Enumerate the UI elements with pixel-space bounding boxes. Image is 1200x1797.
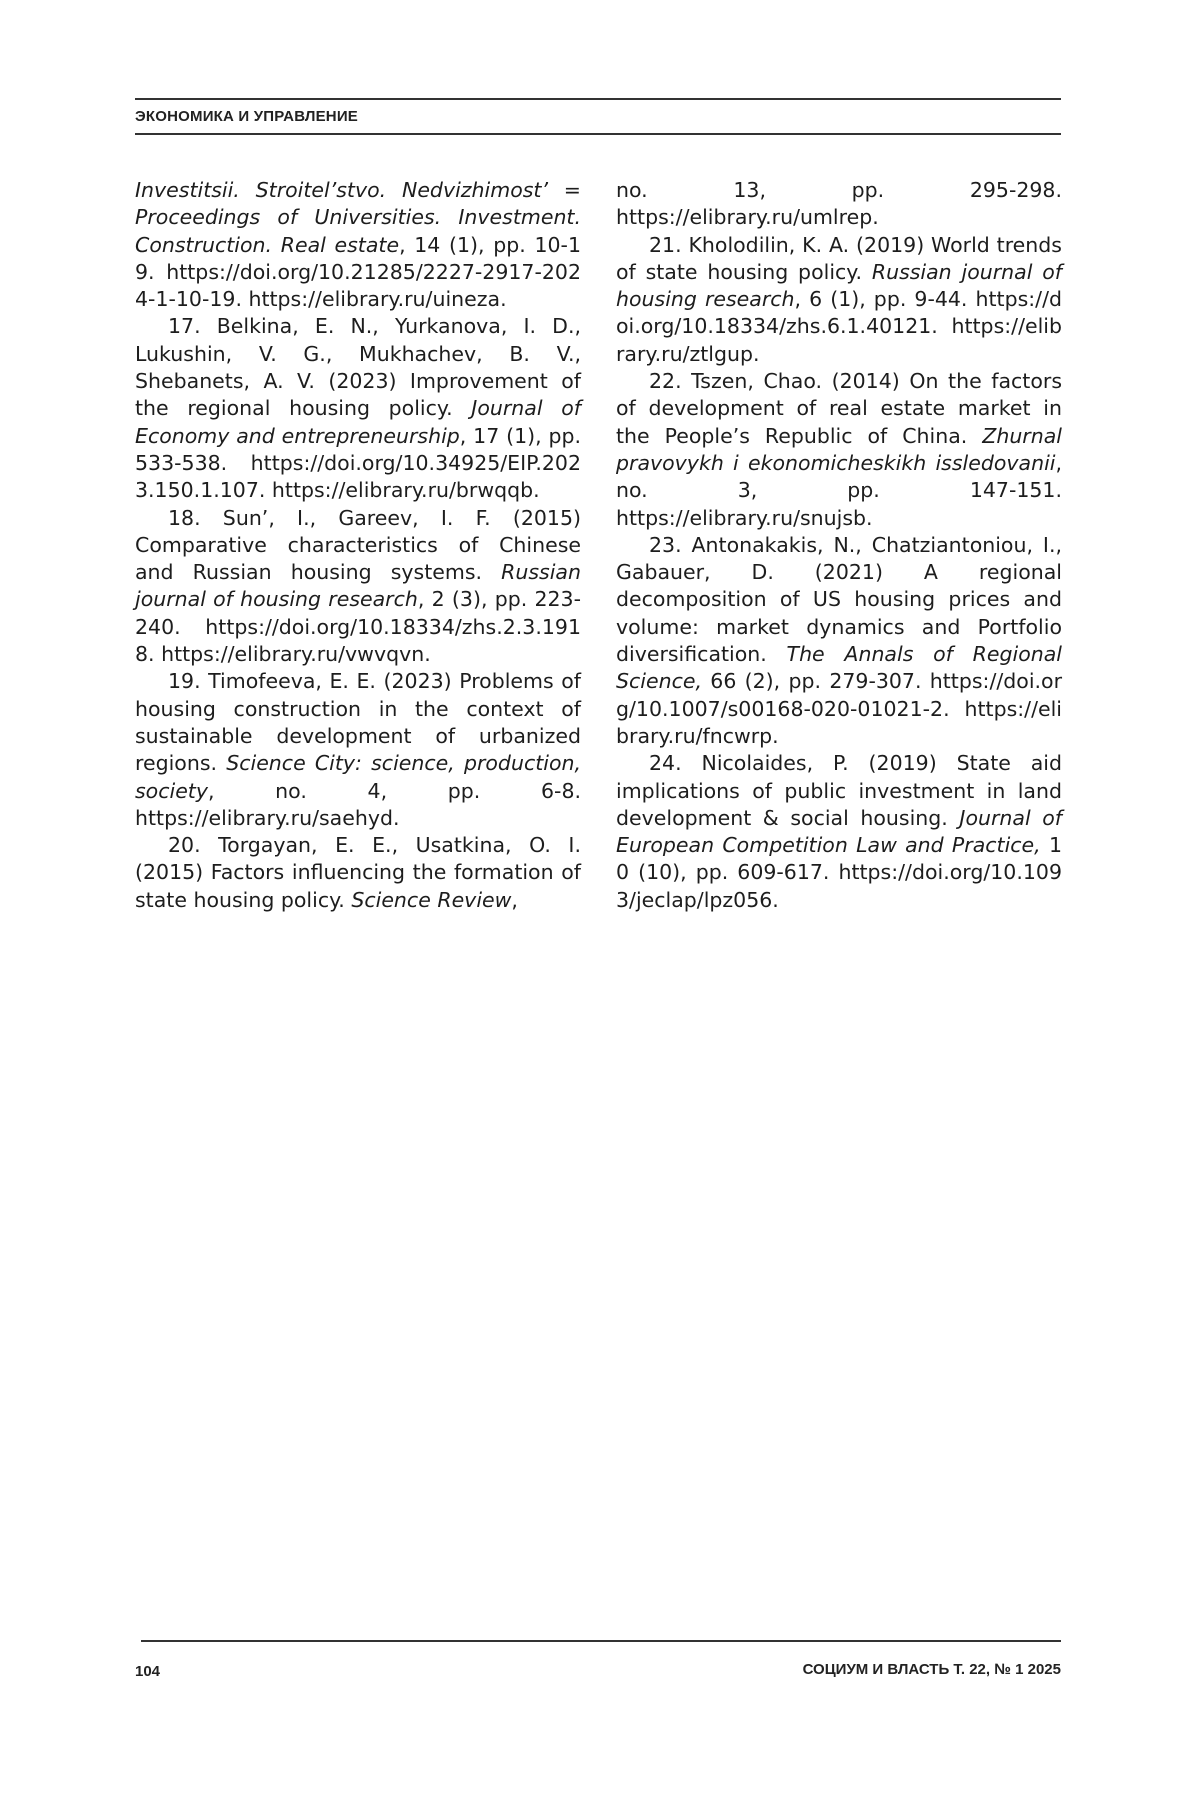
references-left-column: [135, 177, 581, 914]
reference-21-details: , 6 (1), pp. 9-44. https://doi.org/10.18334/zhs.6.1.40121. https://elibrary.ru/ztlgup.: [616, 287, 1062, 366]
reference-23: [616, 532, 1062, 750]
reference-22: [616, 368, 1062, 532]
reference-20-continuation: no. 13, pp. 295-298. https://elibrary.ru/umlrep.: [616, 177, 1062, 232]
reference-20-punctuation: ,: [511, 888, 518, 912]
reference-24: [616, 750, 1062, 914]
reference-20-authors-title: 20. Torgayan, E. E., Usatkina, O. I. (2015) Factors influencing the formation of state housing policy.: [135, 833, 581, 912]
page-number: 104: [135, 1663, 160, 1680]
reference-22-authors-title: 22. Tszen, Chao. (2014) On the factors of development of real estate market in the People’s Republic of China.: [616, 369, 1062, 448]
reference-17-journal: Journal of Economy and entrepreneurship: [135, 396, 581, 447]
section-title: ЭКОНОМИКА И УПРАВЛЕНИЕ: [135, 108, 358, 125]
reference-23-details: 66 (2), pp. 279-307. https://doi.org/10.1007/s00168-020-01021-2. https://elibrary.ru/fncwrp.: [616, 669, 1062, 748]
reference-19: [135, 668, 581, 832]
reference-17-details: , 17 (1), pp. 533-538. https://doi.org/10.34925/EIP.2023.150.1.107. https://elibrary.ru/brwqqb.: [135, 424, 581, 503]
reference-23-authors-title: 23. Antonakakis, N., Chatziantoniou, I., Gabauer, D. (2021) A regional decomposition of US housing prices and volume: market dynamics and Portfolio diversification.: [616, 533, 1062, 666]
header-rule-bottom: [135, 133, 1061, 135]
reference-20-journal: Science Review: [351, 888, 511, 912]
reference-16-details: , 14 (1), pp. 10-19. https://doi.org/10.21285/2227-2917-2024-1-10-19. https://elibrary.ru/uineza.: [135, 233, 581, 312]
reference-17-authors-title: 17. Belkina, E. N., Yurkanova, I. D., Lukushin, V. G., Mukhachev, B. V., Shebanets, A. V. (2023) Improvement of the regional housing policy.: [135, 314, 581, 420]
references-right-column: [616, 177, 1062, 914]
header-rule-top: [135, 98, 1061, 100]
reference-21-journal: Russian journal of housing research: [616, 260, 1062, 311]
reference-24-journal: Journal of European Competition Law and Practice,: [616, 806, 1062, 857]
reference-22-details: , no. 3, pp. 147-151. https://elibrary.ru/snujsb.: [616, 451, 1062, 530]
reference-19-journal: Science City: science, production, society: [135, 751, 581, 802]
reference-20: [135, 832, 581, 914]
reference-18-details: , 2 (3), pp. 223-240. https://doi.org/10.18334/zhs.2.3.1918. https://elibrary.ru/vwvqvn.: [135, 587, 581, 666]
reference-16-continuation: [135, 177, 581, 313]
footer-rule: [141, 1640, 1061, 1642]
reference-21: [616, 232, 1062, 368]
reference-18-journal: Russian journal of housing research: [135, 560, 581, 611]
journal-issue: СОЦИУМ И ВЛАСТЬ Т. 22, № 1 2025: [803, 1661, 1061, 1678]
reference-24-authors-title: 24. Nicolaides, P. (2019) State aid implications of public investment in land development & social housing.: [616, 751, 1062, 830]
reference-23-journal: The Annals of Regional Science,: [616, 642, 1062, 693]
reference-22-journal: Zhurnal pravovykh i ekonomicheskikh issledovanii: [616, 424, 1062, 475]
reference-24-details: 10 (10), pp. 609-617. https://doi.org/10.1093/jeclap/lpz056.: [616, 833, 1062, 912]
reference-19-authors-title: 19. Timofeeva, E. E. (2023) Problems of housing construction in the context of sustainable development of urbanized regions.: [135, 669, 581, 775]
reference-16-journal: Investitsii. Stroitel’stvo. Nedvizhimost’ = Proceedings of Universities. Investment. Construction. Real estate: [135, 178, 581, 257]
reference-18: [135, 505, 581, 669]
reference-21-authors-title: 21. Kholodilin, K. A. (2019) World trends of state housing policy.: [616, 233, 1062, 284]
reference-18-authors-title: 18. Sun’, I., Gareev, I. F. (2015) Comparative characteristics of Chinese and Russian housing systems.: [135, 506, 581, 585]
reference-17: [135, 313, 581, 504]
reference-19-details: , no. 4, pp. 6-8. https://elibrary.ru/saehyd.: [135, 779, 581, 830]
